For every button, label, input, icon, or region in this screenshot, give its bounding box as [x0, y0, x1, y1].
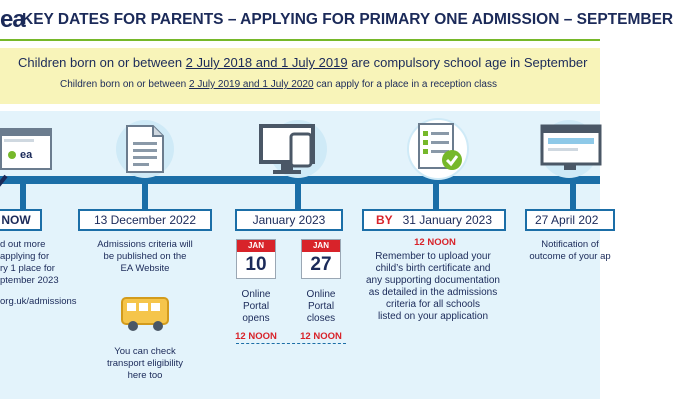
date-box-by: [362, 209, 506, 231]
date-box-by-date: 31 January 2023: [402, 213, 493, 227]
date-box-apr: 27 April 202: [525, 209, 615, 231]
portal-window-divider: [236, 343, 346, 344]
calendar-closes-month: JAN: [302, 240, 340, 252]
portal-closes-time: 12 NOON: [300, 331, 342, 342]
banner-line-compulsory: [18, 55, 587, 70]
banner-line2-prefix: Children born on or between: [60, 79, 189, 90]
calendar-portal-closes: [301, 239, 341, 279]
admissions-link[interactable]: org.uk/admissions: [0, 296, 77, 307]
monitor-icon: [540, 124, 600, 179]
pipe-connector-apr: [570, 180, 576, 210]
banner-line2-dates: 2 July 2019 and 1 July 2020: [188, 79, 314, 90]
calendar-portal-opens: [236, 239, 276, 279]
banner-line1-dates: 2 July 2018 and 1 July 2019: [185, 55, 348, 70]
header-divider: [0, 39, 600, 41]
ea-logo: ea: [0, 6, 25, 33]
banner-line1-prefix: Children born on or between: [18, 55, 186, 70]
calendar-opens-month: JAN: [237, 240, 275, 252]
pipe-connector-jan: [295, 180, 301, 210]
portal-closes-text: Online Portal closes: [306, 289, 336, 324]
checklist-icon: [417, 122, 465, 179]
date-box-dec: 13 December 2022: [78, 209, 212, 231]
browser-ea-logo: ea: [20, 149, 33, 161]
date-box-by-prefix: BY: [375, 213, 393, 227]
banner-line1-suffix: are compulsory school age in September: [347, 55, 588, 70]
by-deadline-time: 12 NOON: [414, 237, 456, 248]
school-bus-icon: [120, 294, 172, 339]
by-description: Remember to upload your child’s birth certificate and any supporting documentation as detailed in the admissions criteria for all schools listed on your application: [366, 251, 500, 322]
calendar-opens-day: 10: [245, 254, 267, 275]
document-icon: [125, 124, 165, 179]
calendar-closes-day: 27: [310, 254, 332, 275]
page-title: KEY DATES FOR PARENTS – APPLYING FOR PRIMARY ONE ADMISSION – SEPTEMBER: [22, 11, 673, 28]
now-description: d out more applying for ry 1 place for ptember 2023: [0, 239, 59, 286]
transport-description: You can check transport eligibility here too: [106, 346, 184, 381]
banner-line2-suffix: can apply for a place in a reception class: [313, 79, 497, 90]
portal-opens-time: 12 NOON: [235, 331, 277, 342]
computer-and-phone-icon: [259, 124, 339, 181]
date-box-now: NOW: [0, 209, 42, 231]
pipe-connector-dec: [142, 180, 148, 210]
date-box-jan: January 2023: [235, 209, 343, 231]
dec-description: Admissions criteria will be published on the EA Website: [97, 239, 193, 274]
portal-opens-text: Online Portal opens: [241, 289, 271, 324]
pipe-connector-by: [433, 180, 439, 210]
banner-line-reception: [60, 79, 497, 90]
apr-description: Notification of outcome of your ap: [529, 239, 611, 262]
